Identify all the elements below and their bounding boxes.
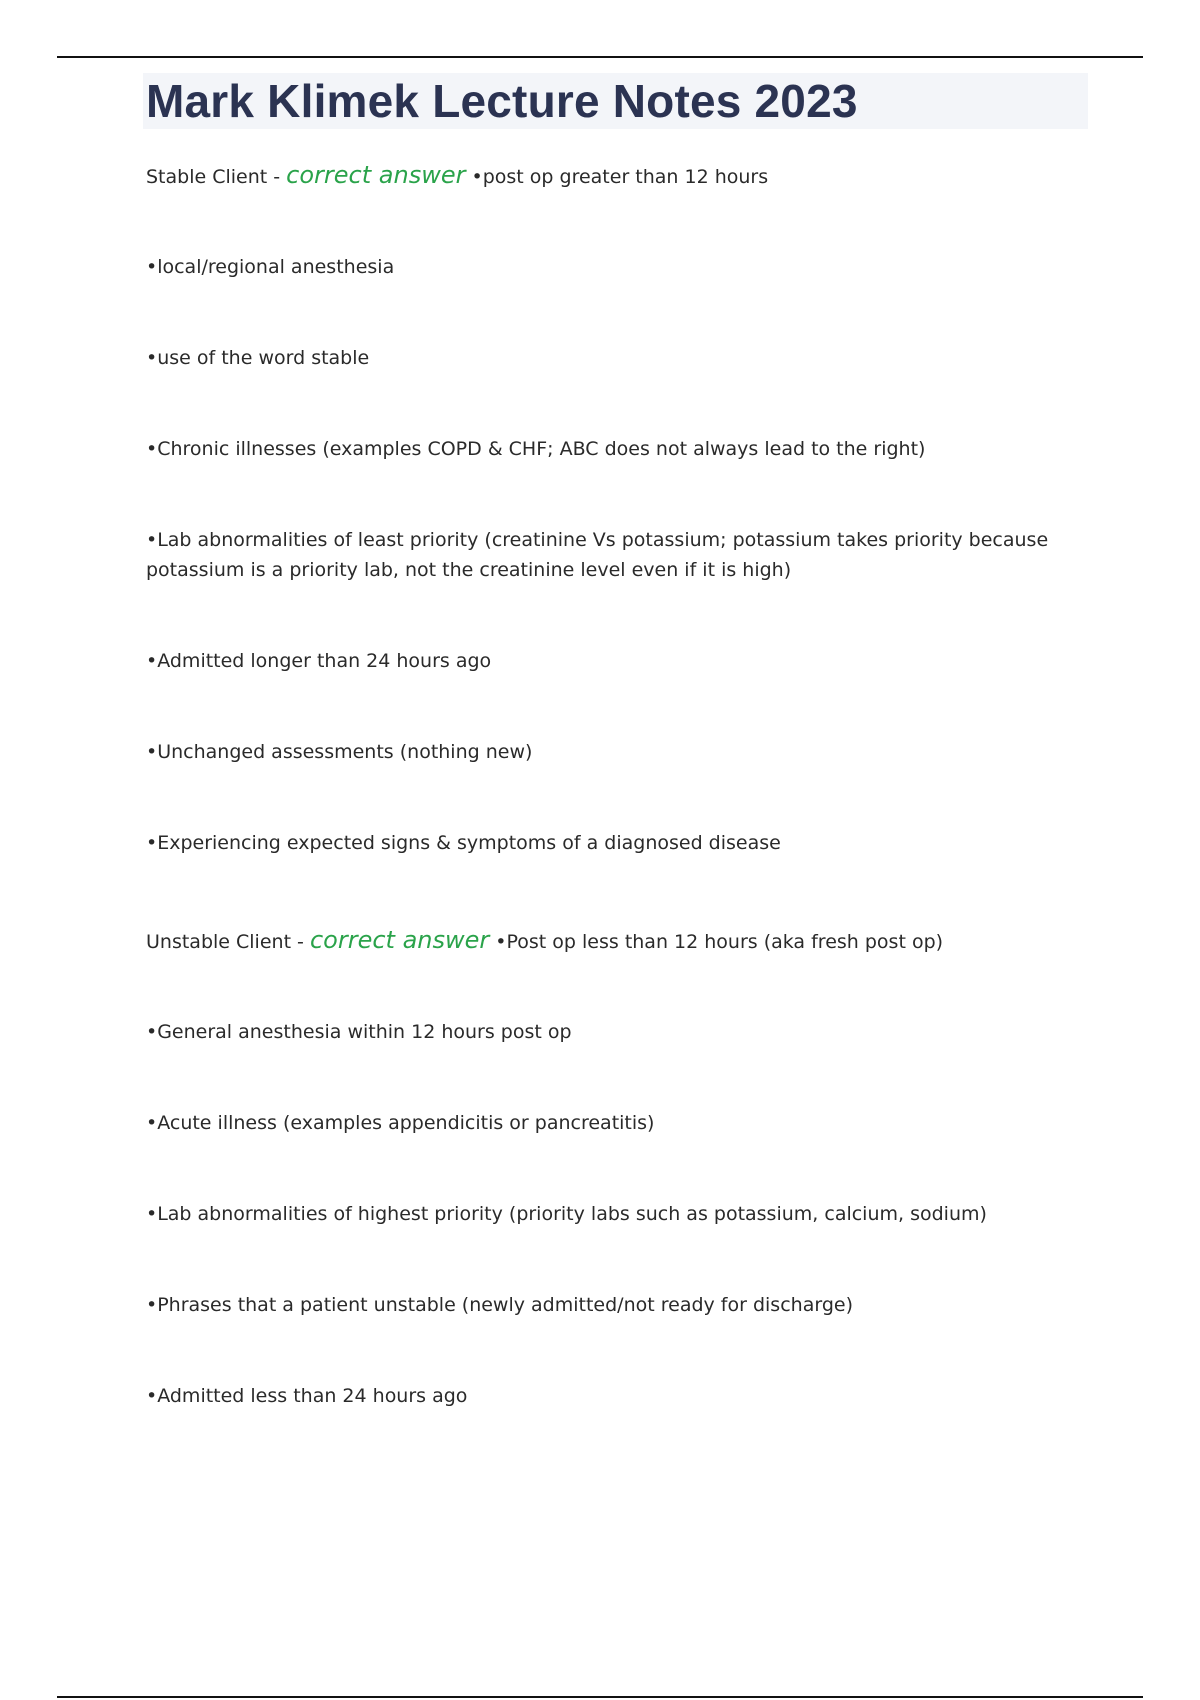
list-item: •Unchanged assessments (nothing new) (146, 741, 533, 763)
answer-first-point: •Post op less than 12 hours (aka fresh post op) (489, 931, 944, 953)
list-item: •General anesthesia within 12 hours post op (146, 1021, 572, 1043)
list-item: •Experiencing expected signs & symptoms of a diagnosed disease (146, 832, 781, 854)
correct-answer-marker: correct answer (309, 926, 490, 954)
list-item: •use of the word stable (146, 347, 370, 369)
list-item: •Admitted longer than 24 hours ago (146, 650, 492, 672)
term-label: Unstable Client - (146, 931, 310, 953)
bottom-rule (57, 1696, 1143, 1698)
document-title: Mark Klimek Lecture Notes 2023 (146, 75, 858, 127)
list-item: •Phrases that a patient unstable (newly admitted/not ready for discharge) (146, 1294, 853, 1316)
unstable-client-term (146, 925, 1096, 957)
stable-client-term (146, 160, 1096, 192)
list-item: •Acute illness (examples appendicitis or pancreatitis) (146, 1112, 655, 1134)
list-item: •Lab abnormalities of least priority (creatinine Vs potassium; potassium takes priority because potassium is a priority lab, not the creatinine level even if it is high) (146, 529, 1049, 581)
list-item: •Admitted less than 24 hours ago (146, 1385, 468, 1407)
top-rule (57, 56, 1143, 58)
list-item: •local/regional anesthesia (146, 256, 395, 278)
list-item: •Lab abnormalities of highest priority (priority labs such as potassium, calcium, sodium) (146, 1203, 987, 1225)
correct-answer-marker: correct answer (286, 161, 466, 189)
answer-first-point: •post op greater than 12 hours (465, 166, 769, 188)
list-item: •Chronic illnesses (examples COPD & CHF; ABC does not always lead to the right) (146, 438, 926, 460)
term-label: Stable Client - (146, 166, 287, 188)
